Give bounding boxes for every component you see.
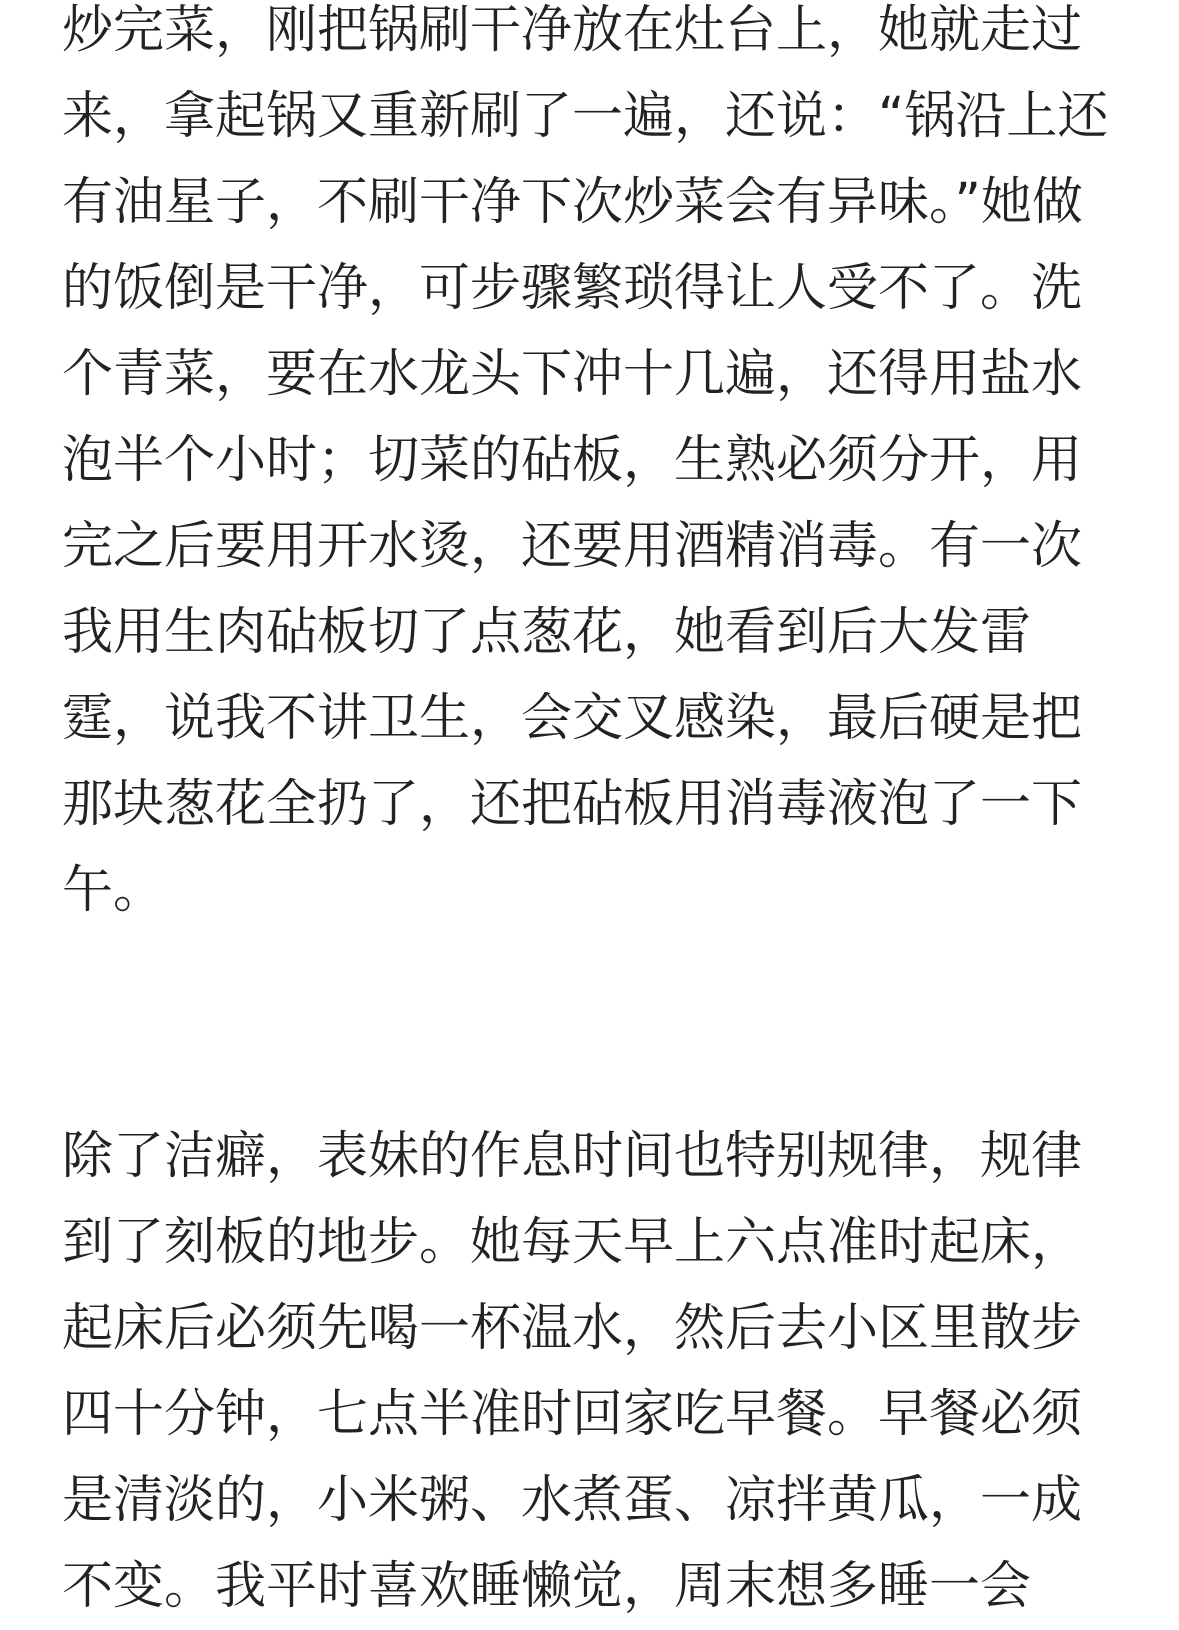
text-line: 我用生肉砧板切了点葱花，她看到后大发雷	[62, 603, 1032, 662]
text-line: 泡半个小时；切菜的砧板，生熟必须分开，用	[62, 431, 1083, 490]
text-line: 午。	[62, 861, 165, 920]
text-line: 的饭倒是干净，可步骤繁琐得让人受不了。洗	[62, 259, 1083, 318]
text-line: 那块葱花全扔了，还把砧板用消毒液泡了一下	[62, 775, 1083, 834]
text-line: 不变。我平时喜欢睡懒觉，周末想多睡一会	[62, 1557, 1032, 1616]
paragraph-1	[62, 0, 1122, 934]
article-body	[62, 0, 1122, 1630]
text-line: 个青菜，要在水龙头下冲十几遍，还得用盐水	[62, 345, 1083, 404]
text-line: 来，拿起锅又重新刷了一遍，还说：“锅沿上还	[62, 87, 1109, 146]
text-line: 除了洁癖，表妹的作息时间也特别规律，规律	[62, 1127, 1083, 1186]
text-line: 霆，说我不讲卫生，会交叉感染，最后硬是把	[62, 689, 1083, 748]
paragraph-2	[62, 1114, 1122, 1630]
text-line: 四十分钟，七点半准时回家吃早餐。早餐必须	[62, 1385, 1083, 1444]
text-line: 完之后要用开水烫，还要用酒精消毒。有一次	[62, 517, 1083, 576]
text-line: 有油星子，不刷干净下次炒菜会有异味。”她做	[62, 173, 1083, 232]
text-line: 到了刻板的地步。她每天早上六点准时起床，	[62, 1213, 1083, 1272]
text-line: 是清淡的，小米粥、水煮蛋、凉拌黄瓜，一成	[62, 1471, 1083, 1530]
text-line: 起床后必须先喝一杯温水，然后去小区里散步	[62, 1299, 1083, 1358]
text-line: 炒完菜，刚把锅刷干净放在灶台上，她就走过	[62, 1, 1083, 60]
paragraph-spacer	[62, 934, 1122, 1114]
